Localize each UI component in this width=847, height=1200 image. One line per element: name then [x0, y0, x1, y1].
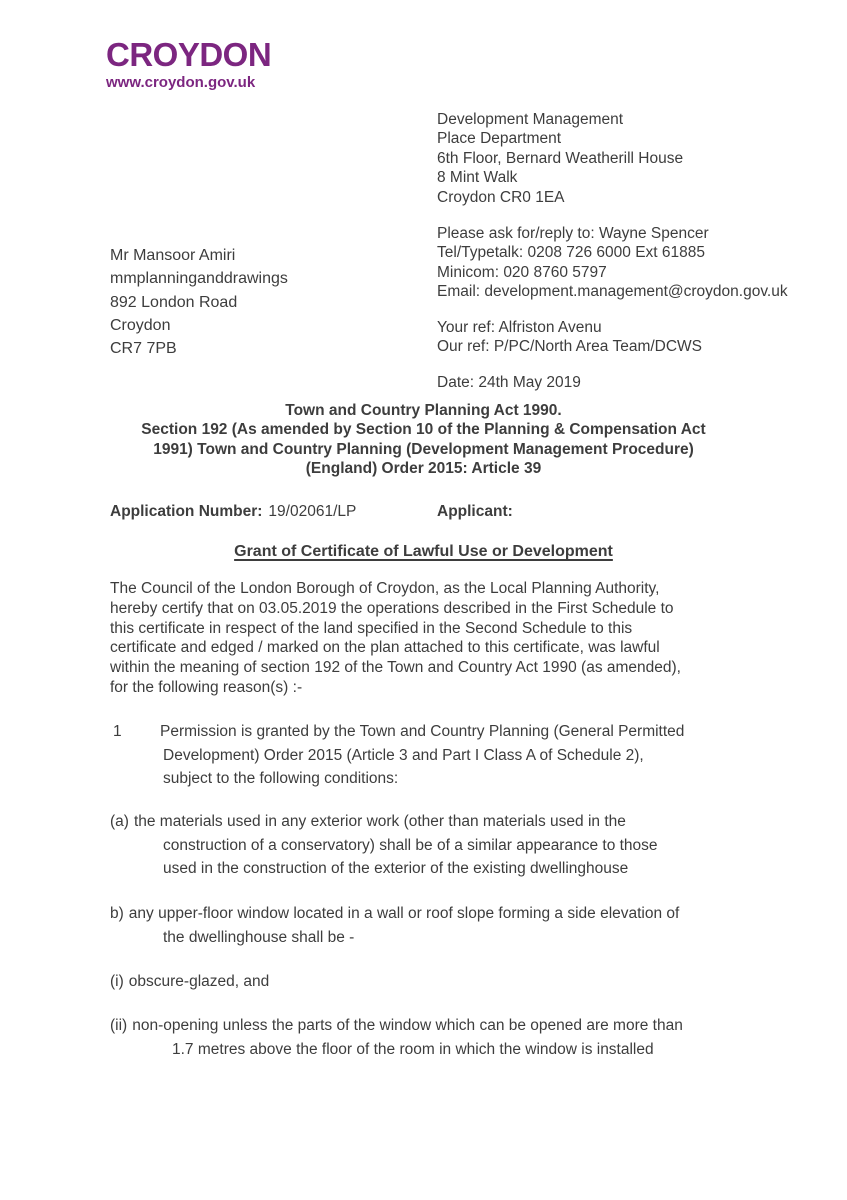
paragraph-line: within the meaning of section 192 of the Town and Country Act 1990 (as amended), — [110, 659, 681, 677]
certify-paragraph — [110, 579, 681, 698]
recipient-line: CR7 7PB — [110, 340, 177, 358]
application-line — [110, 503, 747, 521]
date-line: Date: 24th May 2019 — [437, 374, 581, 392]
contact-line: Tel/Typetalk: 0208 726 6000 Ext 61885 — [437, 244, 706, 262]
item-line: used in the construction of the exterior of the existing dwellinghouse — [163, 860, 629, 878]
item-marker: (i) — [110, 973, 124, 990]
recipient-line: Mr Mansoor Amiri — [110, 247, 236, 264]
item-line: subject to the following conditions: — [163, 770, 399, 788]
logo-wordmark: CROYDON — [106, 36, 272, 73]
contact-block — [437, 224, 788, 302]
item-line: obscure-glazed, and — [128, 973, 270, 990]
address-line: Development Management — [437, 111, 624, 128]
department-address — [437, 110, 788, 207]
logo-website: www.croydon.gov.uk — [106, 74, 256, 91]
item-marker: 1 — [113, 723, 122, 740]
contact-line: Please ask for/reply to: Wayne Spencer — [437, 225, 709, 243]
refs-block — [437, 318, 788, 357]
item-marker: b) — [110, 905, 124, 922]
item-line: the materials used in any exterior work (other than materials used in the — [133, 813, 626, 830]
application-number-value: 19/02061/LP — [268, 503, 357, 520]
item-line: 1.7 metres above the floor of the room in which the window is installed — [172, 1040, 654, 1058]
certificate-title-text: Grant of Certificate of Lawful Use or Development — [234, 543, 613, 560]
recipient-line: Croydon — [110, 316, 171, 334]
your-ref: Your ref: Alfriston Avenu — [437, 318, 602, 336]
heading-line: (England) Order 2015: Article 39 — [305, 460, 542, 478]
recipient-line: 892 London Road — [110, 293, 238, 311]
sender-block — [437, 110, 788, 393]
item-line: any upper-floor window located in a wall or roof slope forming a side elevation of — [128, 905, 680, 922]
condition-item-ii — [110, 1014, 683, 1061]
certificate-title — [0, 543, 847, 561]
heading-line: 1991) Town and Country Planning (Development Management Procedure) — [153, 440, 694, 458]
croydon-logo — [106, 38, 271, 91]
applicant-label: Applicant: — [437, 503, 513, 520]
item-line: non-opening unless the parts of the window which can be opened are more than — [132, 1017, 683, 1034]
heading-line: Town and Country Planning Act 1990. — [285, 402, 562, 419]
item-marker: (a) — [110, 813, 129, 830]
contact-line: Minicom: 020 8760 5797 — [437, 263, 607, 281]
condition-item-1 — [110, 720, 684, 791]
item-line: construction of a conservatory) shall be of a similar appearance to those — [163, 836, 658, 854]
paragraph-line: this certificate in respect of the land specified in the Second Schedule to this — [110, 619, 633, 637]
address-line: 8 Mint Walk — [437, 169, 518, 187]
address-line: Croydon CR0 1EA — [437, 188, 565, 206]
address-line: Place Department — [437, 130, 562, 148]
paragraph-line: hereby certify that on 03.05.2019 the operations described in the First Schedule to — [110, 599, 674, 617]
item-line: the dwellinghouse shall be - — [163, 928, 355, 946]
our-ref: Our ref: P/PC/North Area Team/DCWS — [437, 338, 703, 356]
paragraph-line: certificate and edged / marked on the plan attached to this certificate, was lawful — [110, 639, 660, 657]
condition-item-a — [110, 810, 658, 881]
item-marker: (ii) — [110, 1017, 128, 1034]
item-line: Permission is granted by the Town and Country Planning (General Permitted — [160, 723, 685, 740]
heading-line: Section 192 (As amended by Section 10 of the Planning & Compensation Act — [141, 421, 706, 439]
condition-item-b — [110, 902, 679, 949]
contact-line: Email: development.management@croydon.gov.uk — [437, 283, 788, 301]
condition-item-i — [110, 970, 269, 994]
application-number-label: Application Number: — [110, 503, 263, 520]
item-line: Development) Order 2015 (Article 3 and Part I Class A of Schedule 2), — [163, 746, 644, 764]
recipient-address — [110, 244, 288, 360]
paragraph-line: The Council of the London Borough of Croydon, as the Local Planning Authority, — [110, 580, 660, 597]
paragraph-line: for the following reason(s) :- — [110, 678, 303, 696]
recipient-line: mmplanninganddrawings — [110, 270, 288, 288]
address-line: 6th Floor, Bernard Weatherill House — [437, 149, 684, 167]
statute-heading — [0, 401, 847, 479]
